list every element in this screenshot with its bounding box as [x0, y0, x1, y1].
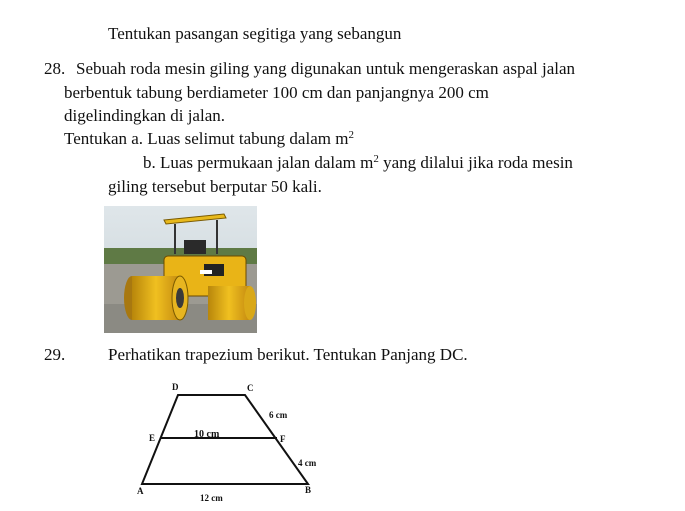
q28-part-b-exp: 2	[373, 153, 379, 165]
q28-part-a-text: Tentukan a. Luas selimut tabung dalam m	[64, 129, 349, 148]
label-e: E	[149, 433, 156, 443]
label-c: C	[247, 383, 254, 393]
q28-number: 28.	[44, 59, 66, 78]
q28-line-last: giling tersebut berputar 50 kali.	[108, 177, 322, 196]
label-b: B	[305, 485, 312, 495]
measure-ef: 10 cm	[194, 429, 220, 440]
measure-fb: 4 cm	[298, 458, 317, 468]
q28-part-a	[64, 129, 354, 149]
label-a: A	[137, 486, 144, 496]
intro-line: Tentukan pasangan segitiga yang sebangun	[108, 24, 402, 43]
q28-part-b-rest: yang dilalui jika roda mesin	[378, 153, 573, 172]
q28-part-b	[143, 153, 573, 173]
q28-part-b-text: b. Luas permukaan jalan dalam m	[143, 153, 374, 172]
road-roller-photo	[104, 206, 257, 333]
q28-part-a-exp: 2	[348, 129, 354, 141]
q28-line3: digelindingkan di jalan.	[64, 106, 225, 125]
q28-line2: berbentuk tabung berdiameter 100 cm dan panjangnya 200 cm	[64, 83, 489, 102]
q29-text: Perhatikan trapezium berikut. Tentukan Panjang DC.	[108, 345, 468, 364]
q28-line1: Sebuah roda mesin giling yang digunakan untuk mengeraskan aspal jalan	[76, 59, 576, 78]
trapezium-diagram	[130, 378, 340, 506]
q29-number: 29.	[44, 345, 66, 364]
label-d: D	[172, 382, 179, 392]
measure-ab: 12 cm	[200, 493, 223, 503]
label-f: F	[280, 434, 286, 444]
measure-cf: 6 cm	[269, 410, 288, 420]
